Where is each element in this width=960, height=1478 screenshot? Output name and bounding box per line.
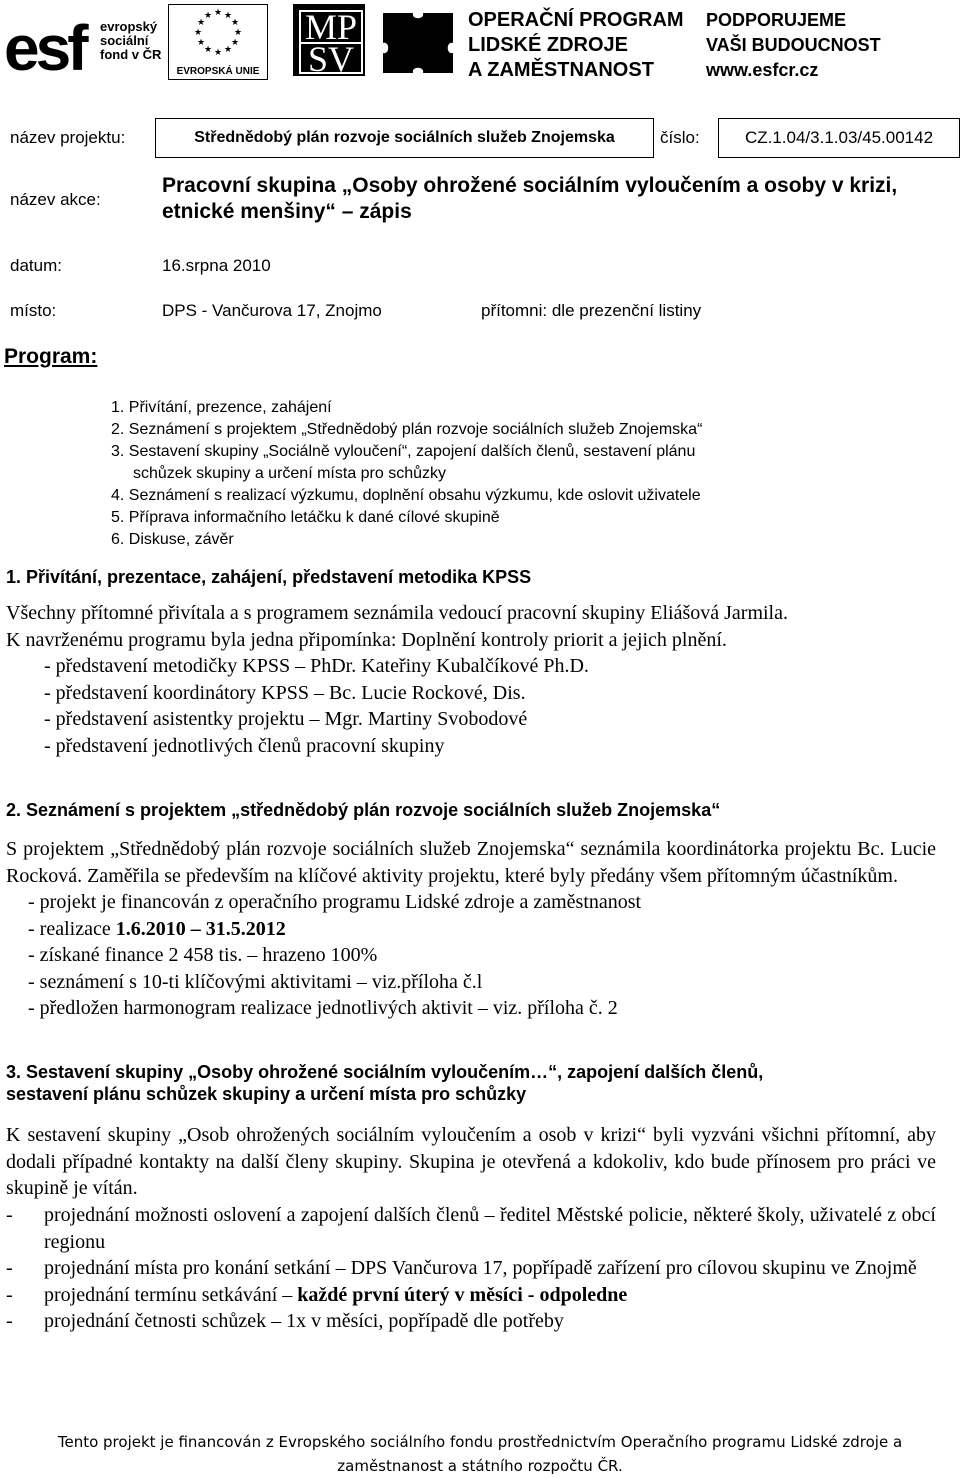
list-item: - seznámení s 10-ti klíčovými aktivitami – viz.příloha č.l: [28, 970, 483, 993]
svg-text:★: ★: [233, 28, 243, 38]
svg-text:★: ★: [203, 11, 213, 21]
date-label: datum:: [10, 256, 62, 275]
list-item: 3. Sestavení skupiny „Sociálně vyloučení“, zapojení dalších členů, sestavení plánu: [111, 443, 696, 460]
list-item: 1. Přivítání, prezence, zahájení: [111, 399, 332, 416]
esf-logo-text: evropský sociální fond v ČR: [100, 19, 162, 62]
puzzle-icon: [378, 8, 458, 78]
list-item: 2. Seznámení s projektem „Střednědobý plán rozvoje sociálních služeb Znojemska“: [111, 421, 703, 438]
section-1-body: [6, 600, 936, 759]
svg-text:★: ★: [223, 11, 233, 21]
svg-text:★: ★: [223, 45, 233, 55]
svg-text:★: ★: [230, 38, 240, 48]
place-label: místo:: [10, 301, 57, 320]
section-3-paragraph: K sestavení skupiny „Osob ohrožených sociálním vyloučením a osob v krizi“ byli vyzváni všichni přítomní, aby dodali případné kontakty na další členy skupiny. Skupina je otevřená a kdokoliv, kdo bude přínosem pro práci ve skupině je vítán.: [6, 1124, 936, 1199]
svg-text:★: ★: [230, 18, 240, 28]
list-item: - představení metodičky KPSS – PhDr. Kateřiny Kubalčíkové Ph.D.: [44, 655, 589, 677]
esf-logo: [4, 6, 100, 74]
svg-text:esf: esf: [4, 12, 85, 74]
list-item: - představení koordinátory KPSS – Bc. Lucie Rockové, Dis.: [44, 681, 526, 704]
list-item: - získané finance 2 458 tis. – hrazeno 100%: [28, 944, 378, 966]
action-title: Pracovní skupina „Osoby ohrožené sociálním vyloučením a osoby v krizi, etnické menšiny“ – zápis: [162, 174, 898, 223]
list-item: - projednání četnosti schůzek – 1x v měsíci, popřípadě dle potřeby: [6, 1310, 564, 1332]
section-1-heading: 1. Přivítání, prezentace, zahájení, představení metodika KPSS: [6, 567, 532, 587]
section-2-body: [6, 836, 936, 1022]
list-item: - projekt je financován z operačního programu Lidské zdroje a zaměstnanost: [28, 891, 642, 913]
section-2-heading: 2. Seznámení s projektem „střednědobý plán rozvoje sociálních služeb Znojemska“: [6, 800, 721, 820]
footer-line: Tento projekt je financován z Evropského sociálního fondu prostřednictvím Operačního programu Lidské zdroje a: [57, 1433, 903, 1451]
project-label: název projektu:: [10, 128, 126, 147]
footer-line: zaměstnanost a státního rozpočtu ČR.: [337, 1457, 623, 1475]
present-value: přítomni: dle prezenční listiny: [481, 301, 702, 320]
eu-label: EVROPSKÁ UNIE: [176, 66, 260, 77]
list-item: - projednání možnosti oslovení a zapojení dalších členů – ředitel Městské policie, některé školy, uživatelé z obcí regionu: [6, 1204, 936, 1253]
program-list: [111, 397, 871, 551]
paragraph: K navrženému programu byla jedna připomínka: Doplnění kontroly priorit a jejich plnění.: [6, 628, 727, 651]
support-slogan: PODPORUJEME VAŠI BUDOUCNOST www.esfcr.cz: [706, 10, 881, 80]
list-item: schůzek skupiny a určení místa pro schůzky: [133, 465, 447, 482]
list-item: - projednání místa pro konání setkání – DPS Vančurova 17, popřípadě zařízení pro cílovou skupinu ve Znojmě: [6, 1257, 917, 1279]
svg-text:★: ★: [213, 48, 223, 58]
action-label: název akce:: [10, 190, 101, 209]
svg-text:★: ★: [213, 8, 223, 18]
place-value: DPS - Vančurova 17, Znojmo: [162, 301, 382, 320]
paragraph: Všechny přítomné přivítala a s programem seznámila vedoucí pracovní skupiny Eliášová Jarmila.: [6, 602, 788, 624]
list-item: - předložen harmonogram realizace jednotlivých aktivit – viz. příloha č. 2: [28, 997, 618, 1019]
eu-flag-logo: [168, 4, 268, 80]
project-number-box: CZ.1.04/3.1.03/45.00142: [718, 118, 960, 158]
svg-text:★: ★: [203, 45, 213, 55]
number-label: číslo:: [660, 128, 700, 147]
svg-text:★: ★: [196, 18, 206, 28]
list-item: 5. Příprava informačního letáčku k dané cílové skupině: [111, 509, 500, 526]
section-3-list: [6, 1202, 936, 1335]
footer: [0, 1430, 960, 1478]
paragraph: S projektem „Střednědobý plán rozvoje sociálních služeb Znojemska“ seznámila koordinátorka projektu Bc. Lucie Rocková. Zaměřila se především na klíčové aktivity projektu, které byly předány všem přítomným účastníkům.: [6, 838, 936, 887]
mpsv-logo: MP SV: [293, 4, 365, 76]
op-lzz-logo-text: OPERAČNÍ PROGRAM LIDSKÉ ZDROJE A ZAMĚSTNANOST: [468, 9, 684, 81]
project-name-box: Střednědobý plán rozvoje sociálních služeb Znojemska: [155, 118, 654, 158]
program-heading: Program:: [4, 345, 98, 368]
list-item: - projednání termínu setkávání – každé první úterý v měsíci - odpoledne: [6, 1283, 628, 1306]
section-3-heading: 3. Sestavení skupiny „Osoby ohrožené sociálním vyloučením…“, zapojení dalších členů, sestavení plánu schůzek skupiny a určení místa pro schůzky: [6, 1062, 764, 1104]
list-item: 4. Seznámení s realizací výzkumu, doplnění obsahu výzkumu, kde oslovit uživatele: [111, 487, 701, 504]
svg-text:★: ★: [196, 38, 206, 48]
list-item: - představení jednotlivých členů pracovní skupiny: [44, 734, 445, 757]
list-item: - realizace 1.6.2010 – 31.5.2012: [28, 917, 286, 940]
date-value: 16.srpna 2010: [162, 256, 271, 275]
logo-bar: [0, 0, 960, 82]
svg-text:★: ★: [193, 28, 203, 38]
list-item: - představení asistentky projektu – Mgr. Martiny Svobodové: [44, 708, 528, 730]
list-item: 6. Diskuse, závěr: [111, 531, 234, 548]
